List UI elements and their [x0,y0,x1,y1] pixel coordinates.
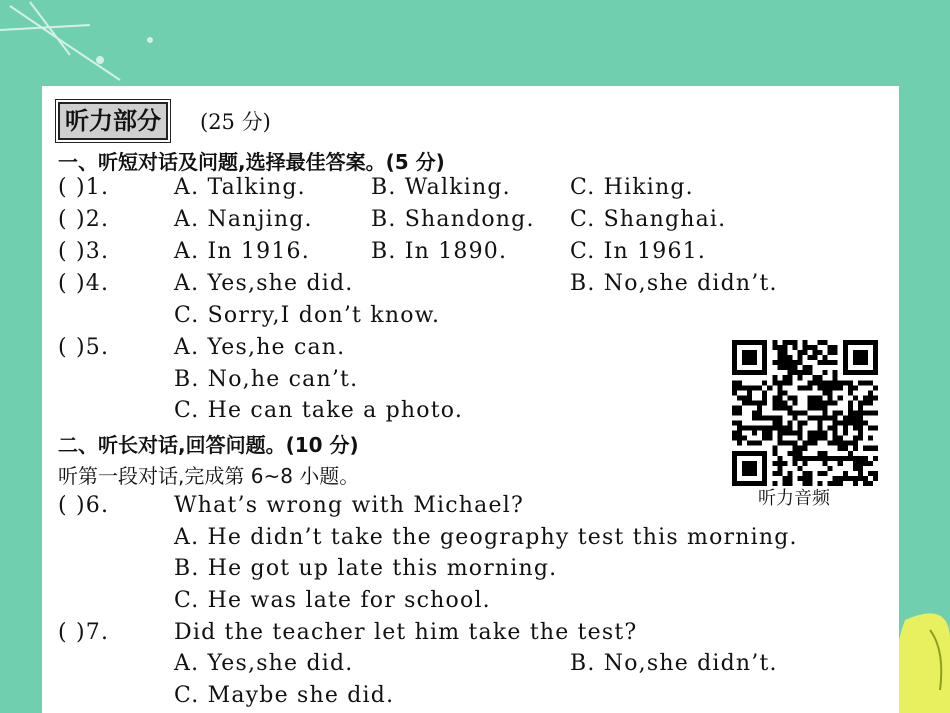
part2-subheading: 听第一段对话,完成第 6~8 小题。 [58,464,360,488]
option-b: B. He got up late this morning. [174,556,558,581]
option-c: C. Maybe she did. [174,683,395,708]
question-number: ( )2. [58,207,110,232]
option-a: A. Yes,he can. [174,335,346,360]
option-b: B. Walking. [371,175,511,200]
option-b: B. No,he can’t. [174,367,359,392]
question-number: ( )4. [58,271,110,296]
worksheet-page [42,86,899,713]
qr-code-icon[interactable] [732,340,878,486]
option-c: C. Shanghai. [570,207,727,232]
option-c: C. He was late for school. [174,588,491,613]
option-a: A. He didn’t take the geography test this morning. [174,525,798,550]
option-a: A. Yes,she did. [174,271,354,296]
corner-leaf-icon [894,613,950,713]
qr-label: 听力音频 [758,488,830,509]
option-a: A. Nanjing. [174,207,313,232]
part1-heading: 一、听短对话及问题,选择最佳答案。(5 分) [58,150,445,174]
option-b: B. No,she didn’t. [570,271,778,296]
option-b: B. Shandong. [371,207,535,232]
option-c: C. He can take a photo. [174,398,464,423]
option-a: A. Yes,she did. [174,651,354,676]
option-c: C. Sorry,I don’t know. [174,303,441,328]
question-number: ( )7. [58,620,110,645]
question-number: ( )6. [58,493,110,518]
question-stem: Did the teacher let him take the test? [174,620,638,645]
option-a: A. Talking. [174,175,306,200]
part2-heading: 二、听长对话,回答问题。(10 分) [58,433,359,457]
question-number: ( )5. [58,335,110,360]
option-c: C. In 1961. [570,239,707,264]
option-b: B. In 1890. [371,239,508,264]
question-number: ( )3. [58,239,110,264]
sparkle-icon [0,2,152,80]
section-title: 听力部分 [58,102,168,140]
question-number: ( )1. [58,175,110,200]
option-a: A. In 1916. [174,239,310,264]
question-stem: What’s wrong with Michael? [174,493,524,518]
section-score: (25 分) [200,110,271,134]
option-c: C. Hiking. [570,175,694,200]
option-b: B. No,she didn’t. [570,651,778,676]
